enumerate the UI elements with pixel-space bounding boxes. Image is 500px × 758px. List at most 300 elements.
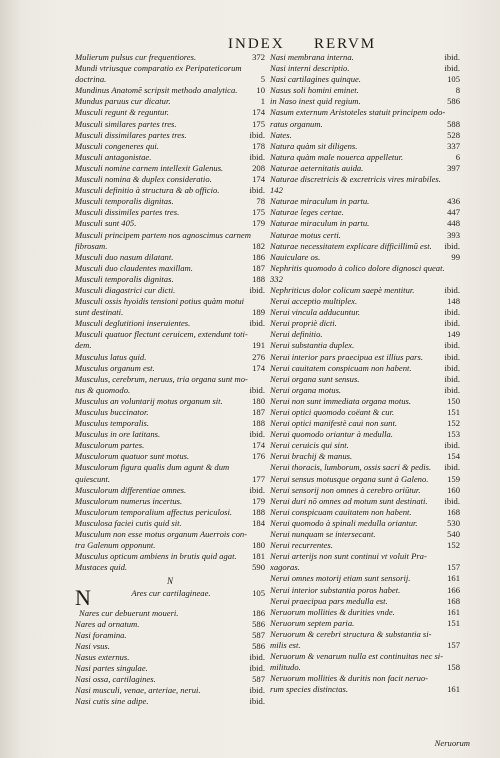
index-entry xyxy=(270,496,460,507)
entry-text: Musculi temporalis dignitas. xyxy=(75,196,174,207)
entry-text: Musculosa faciei cutis quid sit. xyxy=(75,517,182,528)
entry-page-ref xyxy=(262,63,265,74)
entry-text: Musculus in ore latitans. xyxy=(75,429,161,440)
entry-page-ref: 191 xyxy=(252,340,265,351)
index-column-left xyxy=(75,52,265,707)
index-entry xyxy=(270,573,460,584)
entry-page-ref xyxy=(457,174,460,185)
index-entry xyxy=(75,451,265,462)
entry-text: Musculus organum est. xyxy=(75,362,155,373)
index-entry xyxy=(75,263,265,274)
entry-text: Musculi dissimiles partes tres. xyxy=(75,207,180,218)
entry-page-ref xyxy=(457,673,460,684)
entry-text: doctrina. xyxy=(75,74,107,85)
entry-page-ref xyxy=(457,263,460,274)
entry-text: Nares cur debuerunt moueri. xyxy=(79,607,179,618)
entry-page-ref: 175 xyxy=(252,118,265,129)
entry-text: tra Galenum opponunt. xyxy=(75,540,156,551)
index-entry xyxy=(75,119,265,130)
entry-page-ref xyxy=(457,651,460,662)
index-entry xyxy=(270,274,460,285)
index-entry xyxy=(75,418,265,429)
index-entry xyxy=(75,63,265,74)
entry-page-ref: ibid. xyxy=(444,384,460,395)
entry-text: Natura quàm sit diligens. xyxy=(270,140,358,151)
entry-text: Nares ad ornatum. xyxy=(75,618,140,629)
entry-page-ref: ibid. xyxy=(444,362,460,373)
entry-text: Nerui acceptio multiplex. xyxy=(270,296,358,307)
entry-page-ref: 528 xyxy=(447,129,460,140)
entry-text: Nerui ceruicis qui sint. xyxy=(270,440,349,451)
entry-page-ref: 174 xyxy=(252,107,265,118)
entry-page-ref: 174 xyxy=(252,440,265,451)
index-entry xyxy=(75,496,265,507)
entry-page-ref: ibid. xyxy=(249,662,265,673)
entry-text: Nerui recurrentes. xyxy=(270,540,333,551)
index-entry xyxy=(270,596,460,607)
entry-text: tus & quomodo. xyxy=(75,384,131,395)
entry-page-ref: 179 xyxy=(252,495,265,506)
entry-text: Nerui sensorij non omnes à cerebro oriūtur. xyxy=(270,484,421,495)
index-entry xyxy=(75,474,265,485)
index-entry xyxy=(75,630,265,641)
entry-page-ref xyxy=(262,329,265,340)
index-entry xyxy=(75,285,265,296)
entry-page-ref: 186 xyxy=(252,607,265,618)
entry-page-ref: 397 xyxy=(447,162,460,173)
entry-page-ref: 188 xyxy=(252,506,265,517)
entry-page-ref: 166 xyxy=(447,584,460,595)
index-entry xyxy=(270,230,460,241)
entry-page-ref: 151 xyxy=(447,617,460,628)
index-entry xyxy=(75,85,265,96)
index-entry xyxy=(270,207,460,218)
entry-text: Nerui substantia duplex. xyxy=(270,340,355,351)
entry-text: Nerui interior pars praecipua est illius pars. xyxy=(270,351,424,362)
entry-page-ref: 105 xyxy=(447,74,460,85)
entry-text: Neruorum & venarum nulla est continuitas nec si- xyxy=(270,651,444,662)
entry-text: Musculi quatuor flectunt ceruicem, extendunt toti- xyxy=(75,329,248,340)
index-entry xyxy=(270,96,460,107)
entry-text: Ares cur cartilagineae. xyxy=(131,587,211,598)
entry-page-ref: ibid. xyxy=(249,318,265,329)
entry-text: Musculi deglutitioni inseruientes. xyxy=(75,318,191,329)
entry-text: Naturae miraculum in partu. xyxy=(270,218,370,229)
index-entry xyxy=(270,296,460,307)
entry-page-ref: 151 xyxy=(447,407,460,417)
entry-page-ref: 8 xyxy=(455,85,460,96)
index-entry xyxy=(75,340,265,351)
index-entry xyxy=(270,451,460,462)
entry-text: Nasum externum Aristoteles statuit principem odo- xyxy=(270,107,446,118)
index-entry xyxy=(75,352,265,363)
entry-text: in Naso inest quid regium. xyxy=(270,96,361,107)
entry-page-ref: ibid. xyxy=(444,63,460,74)
entry-page-ref: 586 xyxy=(447,96,460,107)
entry-text: Naturae aeternitatis auida. xyxy=(270,162,364,173)
index-entry xyxy=(75,462,265,473)
entry-page-ref: 168 xyxy=(447,506,460,517)
entry-text: Nasus soli homini eminet. xyxy=(270,85,359,96)
entry-text: sunt destinati. xyxy=(75,307,124,318)
index-entry xyxy=(270,407,460,418)
entry-text: Nasi cartilagines quinque. xyxy=(270,74,361,85)
entry-text: Naturae leges certae. xyxy=(270,207,344,218)
index-entry xyxy=(75,307,265,318)
entry-text: rum species distinctas. xyxy=(270,684,349,695)
index-entry xyxy=(75,163,265,174)
entry-page-ref: ibid. xyxy=(249,185,265,196)
entry-text: milis est. xyxy=(270,639,301,650)
index-entry xyxy=(75,385,265,396)
entry-text: Musculi nomina & duplex consideratio. xyxy=(75,174,212,185)
entry-text: Musculorum partes. xyxy=(75,440,145,451)
index-entry xyxy=(270,540,460,551)
entry-text: Musculi similares partes tres. xyxy=(75,118,177,129)
index-entry xyxy=(270,263,460,274)
entry-page-ref: 178 xyxy=(252,140,265,151)
index-entry xyxy=(75,674,265,685)
entry-page-ref xyxy=(457,274,460,285)
index-entry xyxy=(270,152,460,163)
index-entry xyxy=(270,440,460,451)
entry-text: Nephritis quomodo à colico dolore dignosci queat. xyxy=(270,262,445,273)
index-entry xyxy=(270,662,460,673)
entry-page-ref: 161 xyxy=(447,606,460,617)
entry-text: Nasi musculi, venae, arteriae, nerui. xyxy=(75,685,201,696)
entry-page-ref: 276 xyxy=(252,351,265,362)
index-entry xyxy=(270,119,460,130)
entry-page-ref: 154 xyxy=(447,451,460,462)
entry-text: Musculi nomine carnem intellexit Galenus. xyxy=(75,162,224,173)
index-entry xyxy=(270,107,460,118)
index-entry xyxy=(75,407,265,418)
index-entry xyxy=(270,352,460,363)
index-entry xyxy=(270,340,460,351)
index-entry xyxy=(270,585,460,596)
entry-text: Musculus latus quid. xyxy=(75,351,147,362)
entry-page-ref: ibid. xyxy=(249,284,265,295)
entry-page-ref: 157 xyxy=(447,639,460,650)
entry-text: Nasi interni descriptio. xyxy=(270,63,350,74)
index-entry xyxy=(75,518,265,529)
index-entry xyxy=(270,640,460,651)
index-entry xyxy=(75,329,265,340)
entry-page-ref: 182 xyxy=(252,240,265,251)
entry-page-ref: ibid. xyxy=(249,685,265,696)
entry-page-ref: 587 xyxy=(252,674,265,685)
entry-page-ref: 150 xyxy=(447,395,460,406)
index-entry xyxy=(75,252,265,263)
entry-page-ref: 180 xyxy=(252,540,265,551)
entry-page-ref: 188 xyxy=(252,418,265,429)
entry-text: Naturae miraculum in partu. xyxy=(270,196,370,207)
entry-page-ref xyxy=(457,185,460,196)
index-entry xyxy=(270,418,460,429)
entry-page-ref: 187 xyxy=(252,262,265,273)
entry-page-ref: ibid. xyxy=(444,307,460,318)
entry-page-ref: 161 xyxy=(447,684,460,695)
index-entry xyxy=(270,684,460,695)
entry-text: Musculi definitio à structura & ab officio. xyxy=(75,185,220,196)
index-entry xyxy=(75,207,265,218)
entry-text: Mundinus Anatomē scripsit methodo analytica. xyxy=(75,85,238,96)
entry-page-ref: 152 xyxy=(447,540,460,551)
entry-page-ref: ibid. xyxy=(444,284,460,295)
index-entry xyxy=(75,608,265,619)
index-entry xyxy=(270,74,460,85)
index-entry xyxy=(75,551,265,562)
entry-page-ref: ibid. xyxy=(249,696,265,707)
entry-text: Natura quàm male nouerca appelletur. xyxy=(270,151,404,162)
entry-page-ref: 78 xyxy=(256,196,265,207)
entry-text: Musculorum quatuor sunt motus. xyxy=(75,451,190,462)
entry-page-ref: 177 xyxy=(252,473,265,484)
index-entry xyxy=(75,507,265,518)
entry-text: Nerui propriè dicti. xyxy=(270,318,337,329)
index-entry xyxy=(270,374,460,385)
entry-text: Nates. xyxy=(270,129,292,140)
index-entry xyxy=(270,218,460,229)
entry-text: Musculus an voluntarij motus organum sit. xyxy=(75,395,223,406)
index-column-right xyxy=(270,52,460,695)
index-entry xyxy=(75,274,265,285)
index-entry xyxy=(75,485,265,496)
entry-text: Musculorum figura qualis dum agunt & dum xyxy=(75,462,230,473)
index-entry xyxy=(75,396,265,407)
index-entry xyxy=(270,429,460,440)
entry-text: Nerui brachij & manus. xyxy=(270,451,353,462)
entry-text: fibrosam. xyxy=(75,240,108,251)
catchword: Neruorum xyxy=(434,738,470,748)
entry-text: Musculum non esse motus organum Auerrois con- xyxy=(75,529,248,540)
entry-text: Nephriticus dolor colicum saepè mentitur. xyxy=(270,284,415,295)
entry-text: Nerui vincula adducuntur. xyxy=(270,307,360,318)
entry-page-ref: 5 xyxy=(260,74,265,85)
entry-text: Musculi temporalis dignitas. xyxy=(75,273,174,284)
entry-text: Mulierum pulsus cur frequentiores. xyxy=(75,52,197,62)
index-entry xyxy=(75,540,265,551)
entry-text: Musculorum temporalium affectus periculosi. xyxy=(75,506,233,517)
entry-page-ref: 187 xyxy=(252,407,265,417)
index-entry xyxy=(270,363,460,374)
entry-page-ref: 586 xyxy=(252,618,265,629)
index-entry xyxy=(270,629,460,640)
entry-text: Neruorum mollities & durities vnde. xyxy=(270,606,395,617)
index-entry xyxy=(75,96,265,107)
entry-text: Musculorum differentiae omnes. xyxy=(75,484,187,495)
entry-page-ref xyxy=(262,374,265,385)
entry-page-ref: 105 xyxy=(252,587,265,598)
index-entry xyxy=(75,619,265,630)
entry-page-ref: 179 xyxy=(252,218,265,229)
entry-page-ref: 586 xyxy=(252,640,265,651)
entry-page-ref: 153 xyxy=(447,429,460,440)
entry-page-ref: 158 xyxy=(447,662,460,673)
index-entry xyxy=(75,318,265,329)
entry-text: Musculi congeneres qui. xyxy=(75,140,159,151)
entry-page-ref: 152 xyxy=(447,418,460,429)
index-entry xyxy=(270,185,460,196)
index-entry xyxy=(75,185,265,196)
index-entry xyxy=(270,52,460,63)
entry-text: Musculus opticum ambiens in brutis quid agat. xyxy=(75,551,237,562)
index-entry xyxy=(270,485,460,496)
entry-page-ref xyxy=(262,462,265,473)
entry-page-ref: 372 xyxy=(252,52,265,62)
entry-text: Musculi diagastrici cur dicti. xyxy=(75,284,176,295)
entry-text: Naturae discretricis & excretricis vires mirabiles. xyxy=(270,174,441,185)
entry-page-ref: 189 xyxy=(252,307,265,318)
entry-text: Musculi sunt 405. xyxy=(75,218,137,229)
entry-page-ref: 175 xyxy=(252,207,265,218)
index-entry xyxy=(75,230,265,241)
entry-page-ref: ibid. xyxy=(249,151,265,162)
index-entry xyxy=(270,607,460,618)
index-entry xyxy=(270,318,460,329)
entry-text: Nerui sensus motusque organa sunt à Galeno. xyxy=(270,473,429,484)
index-entry xyxy=(75,107,265,118)
entry-text: militudo. xyxy=(270,662,301,673)
index-entry xyxy=(75,174,265,185)
entry-page-ref: ibid. xyxy=(249,384,265,395)
entry-text: Nerui duri nō omnes ad motum sunt destinati. xyxy=(270,495,428,506)
entry-text: Nerui non sunt immediata organa motus. xyxy=(270,395,412,406)
entry-page-ref: ibid. xyxy=(249,651,265,662)
index-entry xyxy=(270,85,460,96)
entry-text: Nasi vsus. xyxy=(75,640,110,651)
entry-page-ref: ibid. xyxy=(444,495,460,506)
entry-page-ref: 587 xyxy=(252,629,265,640)
index-entry xyxy=(75,130,265,141)
entry-page-ref: 99 xyxy=(451,251,460,262)
index-entry xyxy=(270,241,460,252)
entry-text: 332 xyxy=(270,273,283,284)
entry-page-ref xyxy=(262,529,265,540)
entry-text: Neruorum & cerebri structura & substantia si- xyxy=(270,628,432,639)
entry-page-ref: 6 xyxy=(455,151,460,162)
entry-page-ref: 530 xyxy=(447,517,460,528)
entry-page-ref: ibid. xyxy=(444,373,460,384)
entry-page-ref: 159 xyxy=(447,473,460,484)
index-entry xyxy=(270,562,460,573)
entry-text: xagoras. xyxy=(270,562,300,573)
index-entry xyxy=(75,429,265,440)
entry-page-ref: ibid. xyxy=(249,429,265,440)
entry-page-ref: 160 xyxy=(447,484,460,495)
entry-text: Musculi duo claudentes maxillam. xyxy=(75,262,193,273)
entry-text: Mustaces quid. xyxy=(75,562,128,573)
index-entry xyxy=(270,163,460,174)
index-entry xyxy=(75,52,265,63)
index-entry xyxy=(75,663,265,674)
index-entry xyxy=(75,141,265,152)
entry-page-ref: 393 xyxy=(447,229,460,240)
entry-page-ref: 448 xyxy=(447,218,460,229)
entry-page-ref: 168 xyxy=(447,595,460,606)
index-entry xyxy=(270,385,460,396)
entry-text: Nerui organa sunt sensus. xyxy=(270,373,360,384)
index-entry xyxy=(75,685,265,696)
entry-text: quiescunt. xyxy=(75,473,111,484)
entry-text: Nerui cauitatem conspicuam non habent. xyxy=(270,362,412,373)
index-entry xyxy=(75,363,265,374)
entry-page-ref: 337 xyxy=(447,140,460,151)
index-entry xyxy=(270,141,460,152)
entry-text: Naturae motus certi. xyxy=(270,229,341,240)
entry-page-ref: ibid. xyxy=(444,318,460,329)
entry-text: Nerui nunquam se intersecant. xyxy=(270,529,376,540)
entry-text: Mundi vtriusque comparatio ex Peripateticorum xyxy=(75,63,242,74)
index-entry xyxy=(75,152,265,163)
entry-page-ref: 149 xyxy=(447,329,460,340)
entry-text: Nerui optici manifestè caui non sunt. xyxy=(270,418,397,429)
index-entry xyxy=(75,652,265,663)
entry-page-ref xyxy=(262,230,265,241)
entry-text: Musculi regunt & reguntur. xyxy=(75,107,169,118)
entry-page-ref: ibid. xyxy=(444,462,460,473)
entry-page-ref: ibid. xyxy=(444,440,460,451)
entry-text: Nerui thoracis, lumborum, ossis sacri & pedis. xyxy=(270,462,432,473)
entry-page-ref: ibid. xyxy=(444,351,460,362)
entry-page-ref: 181 xyxy=(252,551,265,562)
index-entry xyxy=(270,307,460,318)
entry-page-ref: 148 xyxy=(447,296,460,307)
index-entry xyxy=(270,651,460,662)
entry-page-ref xyxy=(457,551,460,562)
entry-text: Nasi cutis sine adipe. xyxy=(75,696,149,707)
index-entry xyxy=(75,440,265,451)
entry-page-ref: 208 xyxy=(252,162,265,173)
entry-text: Musculus, cerebrum, neruus, tria organa sunt mo- xyxy=(75,373,248,384)
entry-text: Musculi ossis hyoidis tensioni potius quàm motui xyxy=(75,296,245,307)
entry-page-ref: 157 xyxy=(447,562,460,573)
entry-text: Nerui definitio. xyxy=(270,329,323,340)
index-entry xyxy=(75,562,265,573)
entry-text: Mundus paruus cur dicatur. xyxy=(75,96,171,107)
entry-page-ref: ibid. xyxy=(444,340,460,351)
index-entry xyxy=(75,296,265,307)
entry-page-ref xyxy=(457,629,460,640)
index-entry xyxy=(270,518,460,529)
entry-page-ref: 176 xyxy=(252,451,265,462)
entry-text: dem. xyxy=(75,340,92,351)
entry-text: Nasi partes singulae. xyxy=(75,662,148,673)
entry-page-ref: ibid. xyxy=(249,484,265,495)
index-entry xyxy=(75,584,265,610)
drop-initial: N xyxy=(75,584,91,610)
entry-page-ref: ibid. xyxy=(444,240,460,251)
entry-text: Nerui optici quomodo coëant & cur. xyxy=(270,407,395,417)
index-entry xyxy=(270,673,460,684)
entry-text: Naturae necessitatem explicare difficillimū est. xyxy=(270,240,432,251)
entry-text: Nasus externus. xyxy=(75,651,130,662)
index-entry xyxy=(270,63,460,74)
index-entry xyxy=(75,74,265,85)
index-entry xyxy=(270,130,460,141)
entry-text: Nerui praecipua pars medulla est. xyxy=(270,595,388,606)
entry-page-ref: 161 xyxy=(447,573,460,584)
entry-text: Nerui interior substantia poros habet. xyxy=(270,584,401,595)
index-entry xyxy=(270,174,460,185)
entry-text: Musculorum numerus incertus. xyxy=(75,495,183,506)
entry-text: Nerui quomodo à spinali medulla oriantur. xyxy=(270,517,418,528)
index-entry xyxy=(270,618,460,629)
index-entry xyxy=(75,241,265,252)
entry-page-ref: 184 xyxy=(252,517,265,528)
entry-text: Neruorum septem paria. xyxy=(270,617,355,628)
entry-text: Nerui organa motus. xyxy=(270,384,342,395)
